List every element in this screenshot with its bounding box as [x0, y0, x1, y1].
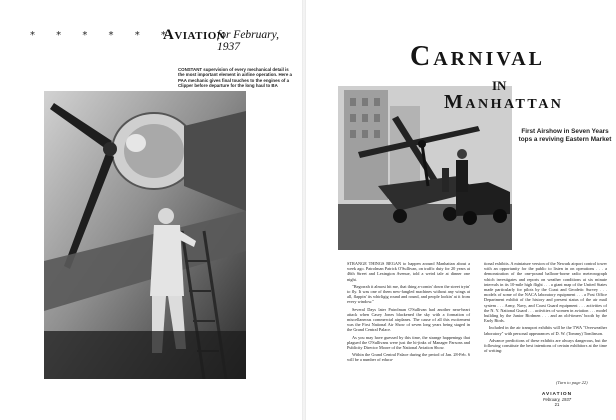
- footer-date: February, 1937: [542, 397, 572, 402]
- continued-note: (Turn to page 22): [556, 380, 588, 385]
- footer-magazine: AVIATION: [541, 392, 573, 397]
- issue-date: for February, 1937: [217, 29, 279, 53]
- article-paragraph: Several Days later Patrolman O'Sullivan had another near-heart attack when Casey Jones blackened the sky with a formation of miscellaneous commercial airplanes. The cause of all this excitement was the First National Air Show of seven long years being staged in the Grand Central Palace.: [347, 306, 470, 333]
- article-column-2: [484, 261, 607, 355]
- left-page: [0, 0, 300, 420]
- article-paragraph: "Begorrah it almost hit me, that thing a-comin' down the street tryin' to fly. It was one of them new-fangled machines without any wings at all, flappin' its whirligig round and round, and people lookin' at it from every window.": [347, 283, 470, 305]
- article-paragraph: Within the Grand Central Palace during the period of Jan. 28-Feb. 6 will be a number of educa-: [347, 352, 470, 363]
- article-title-line-1: Carnival: [410, 41, 545, 72]
- article-paragraph: tional exhibits. A miniature version of the Newark airport control tower with an opportunity for the public to listen in on operations . . . a demonstration of the one-pound balloon-borne radio meteorograph which investigates and reports on weather conditions at six minute intervals in its 10-mile high flight . . . a giant map of the United States made particularly for pilots by the Coast and Geodetic Survey . . . models of some of the NACA laboratory equipment . . . a Post Office Department exhibit of the history and present status of the air mail system . . . Army, Navy, and Coast Guard equipment . . . activities of the N. Y. National Guard . . . activities of women in aviation . . . model building by the Junior Birdmen . . . and an old-timers' booth by the Early Birds.: [484, 261, 607, 324]
- mechanic-engine-illustration: [44, 91, 246, 379]
- article-paragraph: Advance predictions of these exhibits are always dangerous, but the following constitute the best intentions of certain exhibitors at the time of writing:: [484, 337, 607, 354]
- page-footer: [532, 392, 582, 407]
- magazine-name: Aviation: [163, 27, 226, 43]
- footer-page-number: 21: [554, 402, 560, 407]
- header-stars: * * * * * *: [30, 30, 175, 41]
- article-paragraph: STRANGE THINGS BEGAN to happen around Manhattan about a week ago. Patrolman Patrick O'Sullivan, on traffic duty for 20 years at 46th Street and Lexington Avenue, told a weird tale at dinner one night.: [347, 261, 470, 282]
- page-gutter: [302, 0, 306, 420]
- article-title-line-2: in: [492, 74, 507, 94]
- article-paragraph: Included in the air transport exhibits will be the TWA "Overweather laboratory" with personal appearances of D. W. (Tommy) Tomlinson.: [484, 325, 607, 336]
- article-paragraph: As you may have guessed by this time, the strange happenings that plagued the O'Sullivans were just the hi-jinks of Manager Parsons and Publicity Director Moore of the National Aviation Show.: [347, 334, 470, 351]
- photo-caption: CONSTANT supervision of every mechanical detail is the most important element in airline operation. Here a PAA mechanic gives final touches to the engines of a Clipper before departure for the long haul to BA: [178, 67, 292, 89]
- mechanic-engine-photo: [44, 91, 246, 379]
- article-column-1: [347, 261, 470, 365]
- article-title-line-3: Manhattan: [444, 91, 564, 113]
- article-subtitle: First Airshow in Seven Years tops a reviving Eastern Market: [518, 128, 612, 143]
